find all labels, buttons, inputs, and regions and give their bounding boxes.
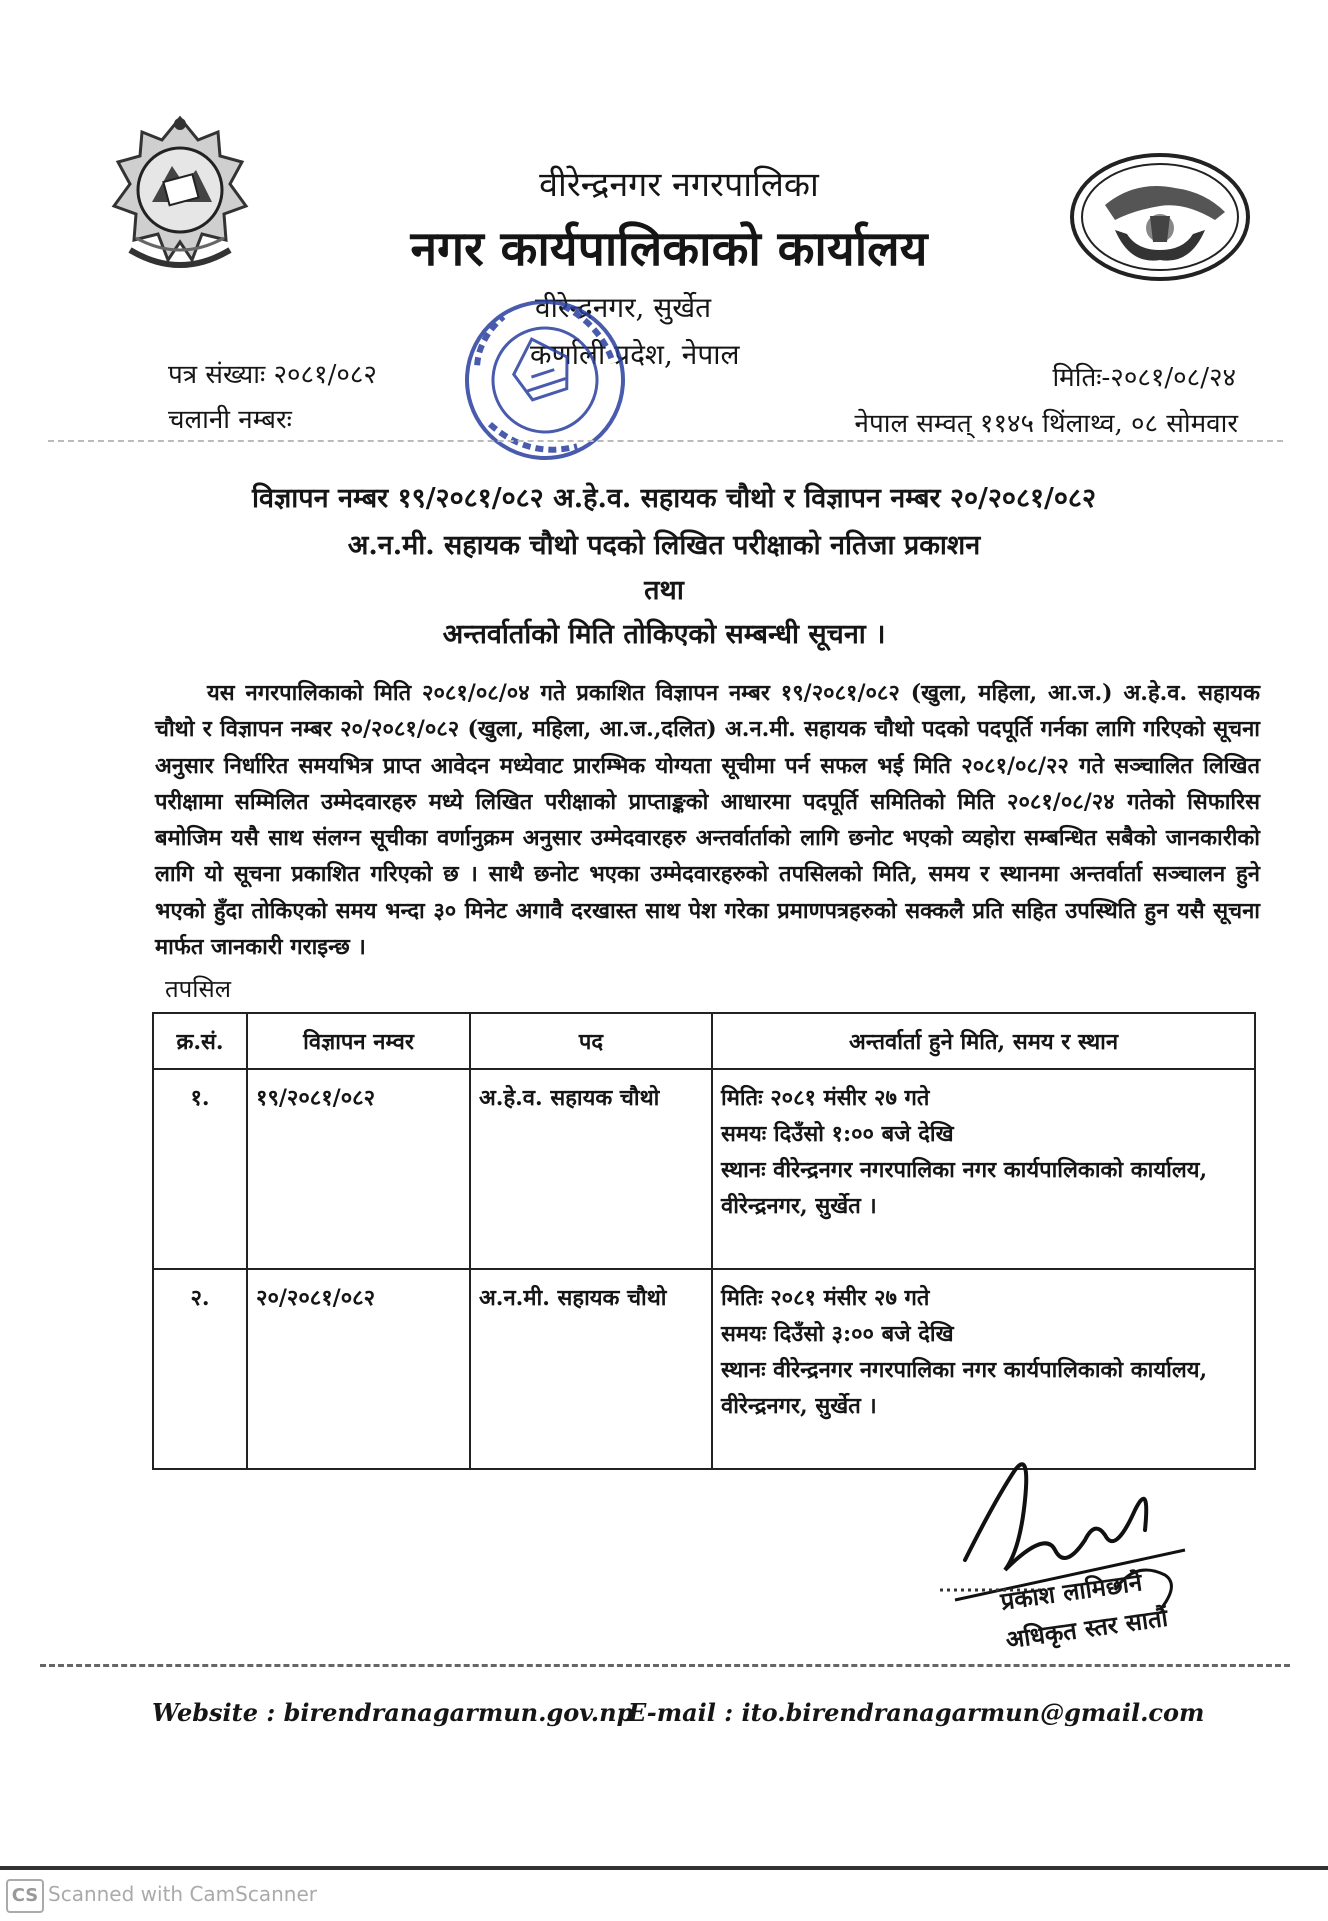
dispatch-number: चलानी नम्बरः [168, 405, 292, 435]
subject-line-4: अन्तर्वार्ताको मिति तोकिएको सम्बन्धी सूचना । [442, 619, 886, 650]
schedule-label: तपसिल [165, 975, 232, 1003]
footer-email: E-mail : ito.birendranagarmun@gmail.com [628, 1698, 1205, 1727]
row-ad-number: १९/२०८१/०८२ [247, 1069, 470, 1269]
row-serial: १. [153, 1069, 247, 1269]
header-post: पद [470, 1013, 712, 1069]
office-name: नगर कार्यपालिकाको कार्यालय [410, 221, 928, 277]
interview-place: स्थानः वीरेन्द्रनगर नगरपालिका नगर कार्यपालिकाको कार्यालय, वीरेन्द्रनगर, सुर्खेत । [721, 1157, 1208, 1219]
header-interview-details: अन्तर्वार्ता हुने मिति, समय र स्थान [712, 1013, 1255, 1069]
table-row [153, 1269, 1255, 1469]
interview-time: समयः दिउँसो ३:०० बजे देखि [721, 1321, 954, 1347]
interview-schedule-table [152, 1012, 1256, 1470]
row-post: अ.न.मी. सहायक चौथो [470, 1269, 712, 1469]
row-interview-details [712, 1269, 1255, 1469]
notice-body-paragraph: यस नगरपालिकाको मिति २०८१/०८/०४ गते प्रकाशित विज्ञापन नम्बर १९/२०८१/०८२ (खुला, महिला, आ.ज.) अ.हे.व. सहायक चौथो र विज्ञापन नम्बर २०/२०८१/०८२ (खुला, महिला, आ.ज.,दलित) अ.न.मी. सहायक चौथो पदको पदपूर्ति गर्नका लागि गरिएको सूचना अनुसार निर्धारित समयभित्र प्राप्त आवेदन मध्येवाट प्रारम्भिक योग्यता सूचीमा पर्न सफल भई मिति २०८१/०८/२२ गते सञ्चालित लिखित परीक्षामा सम्मिलित उम्मेदवारहरु मध्ये लिखित परीक्षाको प्राप्ताङ्कको आधारमा पदपूर्ति समितिको मिति २०८१/०८/२४ गतेको सिफारिस बमोजिम यसै साथ संलग्न सूचीका वर्णानुक्रम अनुसार उम्मेदवारहरु अन्तर्वार्ताको लागि छनोट भएको व्यहोरा सम्बन्धित सबैको जानकारीको लागि यो सूचना प्रकाशित गरिएको छ । साथै छनोट भएका उम्मेदवारहरुको तपसिलको मिति, समय र स्थानमा अन्तर्वार्ता सञ्चालन हुने भएको हुँदा तोकिएको समय भन्दा ३० मिनेट अगावै दरखास्त साथ पेश गरेका प्रमाणपत्रहरुको सक्कलै प्रति सहित उपस्थिति हुन यसै सूचना मार्फत जानकारी गराइन्छ । [155, 680, 1260, 961]
table-row [153, 1069, 1255, 1269]
interview-date: मितिः २०८१ मंसीर २७ गते [721, 1285, 930, 1311]
row-interview-details [712, 1069, 1255, 1269]
address-line-1: वीरेन्द्रनगर, सुर्खेत [535, 291, 712, 324]
camscanner-logo-icon: CS [6, 1879, 44, 1913]
interview-date: मितिः २०८१ मंसीर २७ गते [721, 1085, 930, 1111]
interview-time: समयः दिउँसो १:०० बजे देखि [721, 1121, 954, 1147]
header-divider [48, 440, 1283, 442]
header-serial: क्र.सं. [153, 1013, 247, 1069]
subject-line-3: तथा [644, 575, 684, 606]
address-line-2: कर्णाली प्रदेश, नेपाल [530, 338, 740, 371]
signatory-name: प्रकाश लामिछाने [998, 1567, 1144, 1616]
municipality-name: वीरेन्द्रनगर नगरपालिका [539, 165, 819, 205]
official-stamp-icon [455, 285, 635, 475]
row-serial: २. [153, 1269, 247, 1469]
footer-divider [40, 1664, 1290, 1667]
subject-line-1: विज्ञापन नम्बर १९/२०८१/०८२ अ.हे.व. सहायक चौथो र विज्ञापन नम्बर २०/२०८१/०८२ [251, 483, 1097, 514]
nepal-sambat-date: नेपाल सम्वत् ११४५ थिंलाथ्व, ०८ सोमवार [854, 409, 1238, 439]
subject-line-2: अ.न.मी. सहायक चौथो पदको लिखित परीक्षाको नतिजा प्रकाशन [347, 530, 981, 561]
signatory-title: अधिकृत स्तर सातौं [1003, 1602, 1170, 1655]
row-post: अ.हे.व. सहायक चौथो [470, 1069, 712, 1269]
notice-date: मितिः-२०८१/०८/२४ [1052, 363, 1236, 393]
camscanner-watermark: Scanned with CamScanner [48, 1882, 317, 1906]
footer-website: Website : birendranagarmun.gov.np [152, 1698, 634, 1727]
header-ad-number: विज्ञापन नम्वर [247, 1013, 470, 1069]
interview-place: स्थानः वीरेन्द्रनगर नगरपालिका नगर कार्यपालिकाको कार्यालय, वीरेन्द्रनगर, सुर्खेत । [721, 1357, 1208, 1419]
scan-bottom-edge [0, 1866, 1328, 1870]
letter-number: पत्र संख्याः २०८१/०८२ [168, 360, 377, 390]
table-header-row [153, 1013, 1255, 1069]
row-ad-number: २०/२०८१/०८२ [247, 1269, 470, 1469]
